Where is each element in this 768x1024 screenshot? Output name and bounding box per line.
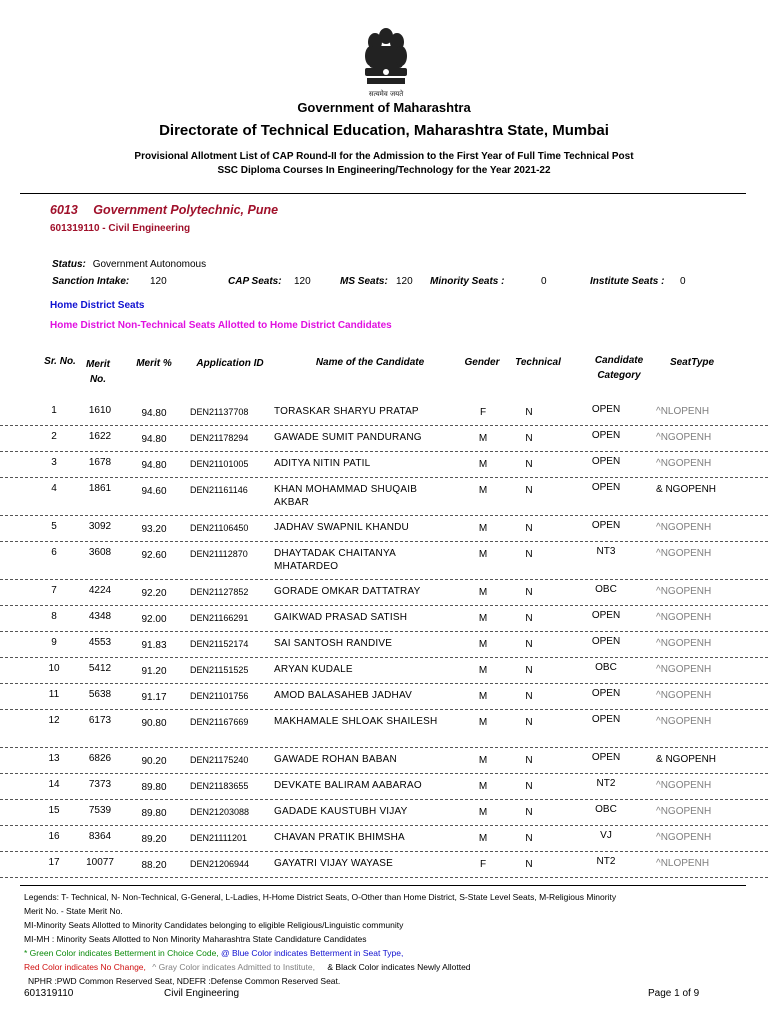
cell-candidate-name: GAIKWAD PRASAD SATISH — [274, 612, 408, 623]
cell-sr-no: 7 — [51, 585, 57, 596]
cell-gender: M — [478, 587, 488, 598]
cell-merit-no: 6826 — [88, 753, 112, 764]
cap-seats-label: CAP Seats: — [228, 276, 282, 287]
cell-candidate-category: OPEN — [591, 752, 621, 763]
cell-seat-type: ^NGOPENH — [656, 780, 712, 791]
cell-merit-no: 1861 — [88, 483, 112, 494]
cell-seat-type: & NGOPENH — [656, 484, 717, 495]
list-subtitle-year: SSC Diploma Courses In Engineering/Technology for the Year 2021-22 — [217, 165, 551, 176]
cell-candidate-name: GAWADE ROHAN BABAN — [274, 754, 397, 765]
cell-candidate-category: OPEN — [591, 430, 621, 441]
table-row — [0, 778, 768, 800]
institute-heading — [50, 203, 278, 217]
cell-application-id: DEN21167669 — [190, 717, 249, 727]
header-technical: Technical — [515, 357, 561, 368]
cell-sr-no: 3 — [51, 457, 57, 468]
cell-merit-pct: 90.80 — [141, 718, 167, 729]
cell-gender: M — [478, 781, 488, 792]
cell-application-id: DEN21137708 — [190, 407, 249, 417]
header-sr-no: Sr. No. — [44, 356, 76, 367]
state-emblem — [357, 26, 415, 100]
cell-candidate-category: NT3 — [596, 546, 616, 557]
cell-sr-no: 15 — [48, 805, 60, 816]
table-row — [0, 804, 768, 826]
cell-merit-no: 1610 — [88, 405, 112, 416]
cell-application-id: DEN21161146 — [190, 485, 248, 495]
cell-merit-no: 4224 — [88, 585, 112, 596]
cell-candidate-category: NT2 — [596, 856, 616, 867]
cell-technical: N — [525, 485, 533, 496]
institute-seats-label: Institute Seats : — [590, 276, 665, 287]
legend-nphr: NPHR :PWD Common Reserved Seat, NDEFR :Defense Common Reserved Seat. — [28, 976, 341, 986]
home-district-nt-heading: Home District Non-Technical Seats Allotted to Home District Candidates — [50, 320, 392, 331]
course-heading: 601319110 - Civil Engineering — [50, 223, 191, 234]
cell-gender: M — [478, 549, 488, 560]
cell-candidate-name: GAWADE SUMIT PANDURANG — [274, 432, 422, 443]
cell-gender: M — [478, 691, 488, 702]
table-row — [0, 688, 768, 710]
emblem-motto: सत्यमेव जयते — [368, 90, 404, 98]
cell-technical: N — [525, 833, 533, 844]
ms-seats-label: MS Seats: — [340, 276, 388, 287]
directorate-title: Directorate of Technical Education, Maharashtra State, Mumbai — [159, 122, 609, 139]
legend-colors-line-1 — [24, 948, 403, 958]
cell-technical: N — [525, 613, 533, 624]
status-line — [52, 259, 206, 270]
cell-seat-type: ^NGOPENH — [656, 832, 712, 843]
cell-candidate-category: OPEN — [591, 520, 621, 531]
cell-application-id: DEN21101005 — [190, 459, 249, 469]
cell-application-id: DEN21151525 — [190, 665, 249, 675]
header-application-id: Application ID — [196, 358, 264, 369]
table-row — [0, 430, 768, 452]
cell-gender: M — [478, 485, 488, 496]
cell-candidate-name: TORASKAR SHARYU PRATAP — [274, 406, 419, 417]
minority-seats-value: 0 — [541, 276, 547, 287]
cap-seats-value: 120 — [294, 276, 311, 287]
cell-merit-pct: 92.20 — [141, 588, 167, 599]
cell-candidate-category: OPEN — [591, 610, 621, 621]
cell-seat-type: ^NGOPENH — [656, 612, 712, 623]
legend-blue: @ Blue Color indicates Betterment in Seat Type, — [221, 948, 404, 958]
cell-merit-no: 3608 — [88, 547, 112, 558]
minority-seats-label: Minority Seats : — [430, 276, 505, 287]
cell-merit-no: 1622 — [88, 431, 112, 442]
header-merit-pct: Merit % — [136, 358, 172, 369]
header-candidate-category: Candidate Category — [594, 355, 644, 381]
cell-sr-no: 12 — [48, 715, 60, 726]
cell-merit-pct: 90.20 — [141, 756, 167, 767]
cell-technical: N — [525, 459, 533, 470]
cell-sr-no: 8 — [51, 611, 57, 622]
cell-merit-no: 4553 — [88, 637, 112, 648]
cell-candidate-category: OBC — [595, 804, 617, 815]
cell-candidate-category: OPEN — [591, 688, 621, 699]
cell-seat-type: ^NLOPENH — [656, 858, 710, 869]
list-subtitle: Provisional Allotment List of CAP Round-II for the Admission to the First Year of Full Time Technical Post — [134, 151, 634, 162]
cell-seat-type: ^NGOPENH — [656, 458, 712, 469]
cell-gender: M — [478, 639, 488, 650]
status-label: Status: — [52, 259, 86, 270]
footer-page: Page 1 of 9 — [648, 988, 700, 999]
header-merit-no: Merit No. — [86, 359, 110, 385]
cell-sr-no: 2 — [51, 431, 57, 442]
cell-seat-type: ^NGOPENH — [656, 432, 712, 443]
sanction-label: Sanction Intake: — [52, 276, 130, 287]
cell-candidate-category: OPEN — [591, 636, 621, 647]
cell-gender: M — [478, 523, 488, 534]
footer-code: 601319110 — [24, 988, 74, 999]
legend-divider — [20, 885, 746, 886]
status-value: Government Autonomous — [92, 259, 207, 270]
cell-merit-no: 6173 — [88, 715, 112, 726]
cell-sr-no: 13 — [48, 753, 60, 764]
cell-gender: M — [478, 613, 488, 624]
cell-application-id: DEN21206944 — [190, 859, 250, 869]
cell-candidate-category: OBC — [595, 662, 617, 673]
cell-application-id: DEN21152174 — [190, 639, 249, 649]
cell-candidate-name: KHAN MOHAMMAD SHUQAIB AKBAR — [274, 484, 418, 508]
cell-merit-pct: 91.20 — [141, 666, 167, 677]
cell-merit-no: 7539 — [88, 805, 112, 816]
cell-candidate-name: ARYAN KUDALE — [274, 664, 353, 675]
cell-candidate-category: OPEN — [591, 404, 621, 415]
cell-gender: M — [478, 665, 488, 676]
cell-candidate-category: OPEN — [591, 714, 621, 725]
cell-candidate-name: ADITYA NITIN PATIL — [274, 458, 371, 469]
cell-merit-pct: 88.20 — [141, 860, 167, 871]
header-divider — [20, 193, 746, 194]
table-row — [0, 482, 768, 516]
cell-gender: M — [478, 807, 488, 818]
cell-merit-no: 5638 — [88, 689, 112, 700]
cell-technical: N — [525, 755, 533, 766]
cell-merit-pct: 92.60 — [141, 550, 167, 561]
legend-colors-line-2 — [24, 962, 471, 972]
cell-application-id: DEN21106450 — [190, 523, 249, 533]
legend-line-3: MI-Minority Seats Allotted to Minority Candidates belonging to eligible Religious/Linguistic community — [24, 920, 404, 930]
legend-line-4: MI-MH : Minority Seats Allotted to Non Minority Maharashtra State Candidature Candidates — [24, 934, 367, 944]
cell-merit-pct: 89.80 — [141, 782, 167, 793]
table-row — [0, 714, 768, 748]
table-row — [0, 830, 768, 852]
cell-candidate-name: JADHAV SWAPNIL KHANDU — [274, 522, 409, 533]
cell-merit-no: 4348 — [88, 611, 112, 622]
cell-candidate-name: DEVKATE BALIRAM AABARAO — [274, 780, 422, 791]
table-row — [0, 636, 768, 658]
cell-merit-pct: 94.60 — [141, 486, 167, 497]
cell-sr-no: 16 — [48, 831, 60, 842]
cell-gender: M — [478, 459, 488, 470]
home-district-seats-heading: Home District Seats — [50, 300, 145, 311]
cell-seat-type: & NGOPENH — [656, 754, 717, 765]
cell-seat-type: ^NGOPENH — [656, 548, 712, 559]
cell-candidate-name: SAI SANTOSH RANDIVE — [274, 638, 393, 649]
cell-technical: N — [525, 691, 533, 702]
cell-candidate-category: OPEN — [591, 456, 621, 467]
cell-merit-no: 10077 — [86, 857, 114, 868]
cell-merit-pct: 94.80 — [141, 408, 167, 419]
cell-candidate-name: GORADE OMKAR DATTATRAY — [274, 586, 421, 597]
cell-application-id: DEN21111201 — [190, 833, 248, 843]
government-title: Government of Maharashtra — [297, 100, 471, 115]
cell-candidate-category: OPEN — [591, 482, 621, 493]
cell-candidate-category: NT2 — [596, 778, 616, 789]
cell-application-id: DEN21127852 — [190, 587, 249, 597]
legend-gray: ^ Gray Color indicates Admitted to Institute, — [152, 962, 316, 972]
cell-sr-no: 10 — [48, 663, 60, 674]
header-seat-type: SeatType — [669, 357, 715, 368]
cell-application-id: DEN21203088 — [190, 807, 250, 817]
cell-merit-pct: 94.80 — [141, 460, 167, 471]
table-row — [0, 546, 768, 580]
cell-gender: F — [479, 859, 487, 870]
cell-application-id: DEN21112870 — [190, 549, 248, 559]
cell-technical: N — [525, 781, 533, 792]
legend-black: & Black Color indicates Newly Allotted — [327, 962, 471, 972]
cell-candidate-name: AMOD BALASAHEB JADHAV — [274, 690, 412, 701]
table-row — [0, 456, 768, 478]
cell-seat-type: ^NGOPENH — [656, 586, 712, 597]
cell-candidate-category: OBC — [595, 584, 617, 595]
cell-seat-type: ^NGOPENH — [656, 716, 712, 727]
institute-code: 6013 — [50, 203, 78, 217]
legend-line-2: Merit No. - State Merit No. — [24, 906, 123, 916]
cell-merit-pct: 92.00 — [141, 614, 167, 625]
cell-merit-no: 7373 — [88, 779, 112, 790]
cell-technical: N — [525, 665, 533, 676]
cell-seat-type: ^NGOPENH — [656, 806, 712, 817]
cell-gender: M — [478, 755, 488, 766]
cell-sr-no: 4 — [51, 483, 57, 494]
cell-technical: N — [525, 433, 533, 444]
cell-gender: M — [478, 433, 488, 444]
cell-candidate-category: VJ — [600, 830, 612, 841]
cell-merit-pct: 91.17 — [141, 692, 167, 703]
cell-candidate-name: MAKHAMALE SHLOAK SHAILESH — [274, 716, 438, 727]
cell-seat-type: ^NGOPENH — [656, 638, 712, 649]
sanction-value: 120 — [150, 276, 167, 287]
table-row — [0, 404, 768, 426]
table-row — [0, 610, 768, 632]
cell-merit-no: 8364 — [88, 831, 112, 842]
header-candidate-name: Name of the Candidate — [315, 357, 425, 368]
cell-merit-pct: 94.80 — [141, 434, 167, 445]
table-row — [0, 662, 768, 684]
cell-gender: F — [479, 407, 487, 418]
cell-merit-no: 3092 — [88, 521, 112, 532]
cell-application-id: DEN21101756 — [190, 691, 249, 701]
institute-seats-value: 0 — [680, 276, 686, 287]
cell-merit-no: 5412 — [88, 663, 112, 674]
cell-technical: N — [525, 807, 533, 818]
cell-seat-type: ^NGOPENH — [656, 664, 712, 675]
cell-sr-no: 5 — [51, 521, 57, 532]
cell-technical: N — [525, 587, 533, 598]
cell-candidate-name: CHAVAN PRATIK BHIMSHA — [274, 832, 405, 843]
cell-technical: N — [525, 639, 533, 650]
table-row — [0, 856, 768, 878]
cell-sr-no: 17 — [48, 857, 60, 868]
legend-green: * Green Color indicates Betterment in Choice Code, — [24, 948, 219, 958]
cell-sr-no: 14 — [48, 779, 60, 790]
cell-candidate-name: GAYATRI VIJAY WAYASE — [274, 858, 394, 869]
table-row — [0, 584, 768, 606]
cell-gender: M — [478, 717, 488, 728]
cell-merit-no: 1678 — [88, 457, 112, 468]
cell-candidate-name: GADADE KAUSTUBH VIJAY — [274, 806, 408, 817]
cell-sr-no: 11 — [48, 689, 60, 700]
cell-gender: M — [478, 833, 488, 844]
cell-application-id: DEN21175240 — [190, 755, 249, 765]
seats-line — [0, 276, 768, 290]
cell-sr-no: 1 — [51, 405, 57, 416]
cell-candidate-name: DHAYTADAK CHAITANYA MHATARDEO — [274, 548, 396, 572]
cell-application-id: DEN21178294 — [190, 433, 249, 443]
cell-merit-pct: 91.83 — [141, 640, 167, 651]
cell-technical: N — [525, 717, 533, 728]
legend-line-1: Legends: T- Technical, N- Non-Technical, G-General, L-Ladies, H-Home District Seats, O-Other than Home District, S-State Level Seats, M-Religious Minority — [24, 892, 617, 902]
cell-technical: N — [525, 549, 533, 560]
institute-name: Government Polytechnic, Pune — [93, 203, 279, 217]
cell-seat-type: ^NGOPENH — [656, 690, 712, 701]
cell-technical: N — [525, 859, 533, 870]
cell-seat-type: ^NLOPENH — [656, 406, 710, 417]
cell-application-id: DEN21183655 — [190, 781, 249, 791]
cell-sr-no: 9 — [51, 637, 57, 648]
cell-technical: N — [525, 523, 533, 534]
footer-course: Civil Engineering — [164, 988, 240, 999]
cell-merit-pct: 93.20 — [141, 524, 167, 535]
cell-seat-type: ^NGOPENH — [656, 522, 712, 533]
header-gender: Gender — [464, 357, 500, 368]
cell-technical: N — [525, 407, 533, 418]
cell-merit-pct: 89.80 — [141, 808, 167, 819]
cell-sr-no: 6 — [51, 547, 57, 558]
table-row — [0, 752, 768, 774]
cell-application-id: DEN21166291 — [190, 613, 249, 623]
ms-seats-value: 120 — [396, 276, 413, 287]
cell-merit-pct: 89.20 — [141, 834, 167, 845]
table-row — [0, 520, 768, 542]
legend-red: Red Color indicates No Change, — [24, 962, 146, 972]
